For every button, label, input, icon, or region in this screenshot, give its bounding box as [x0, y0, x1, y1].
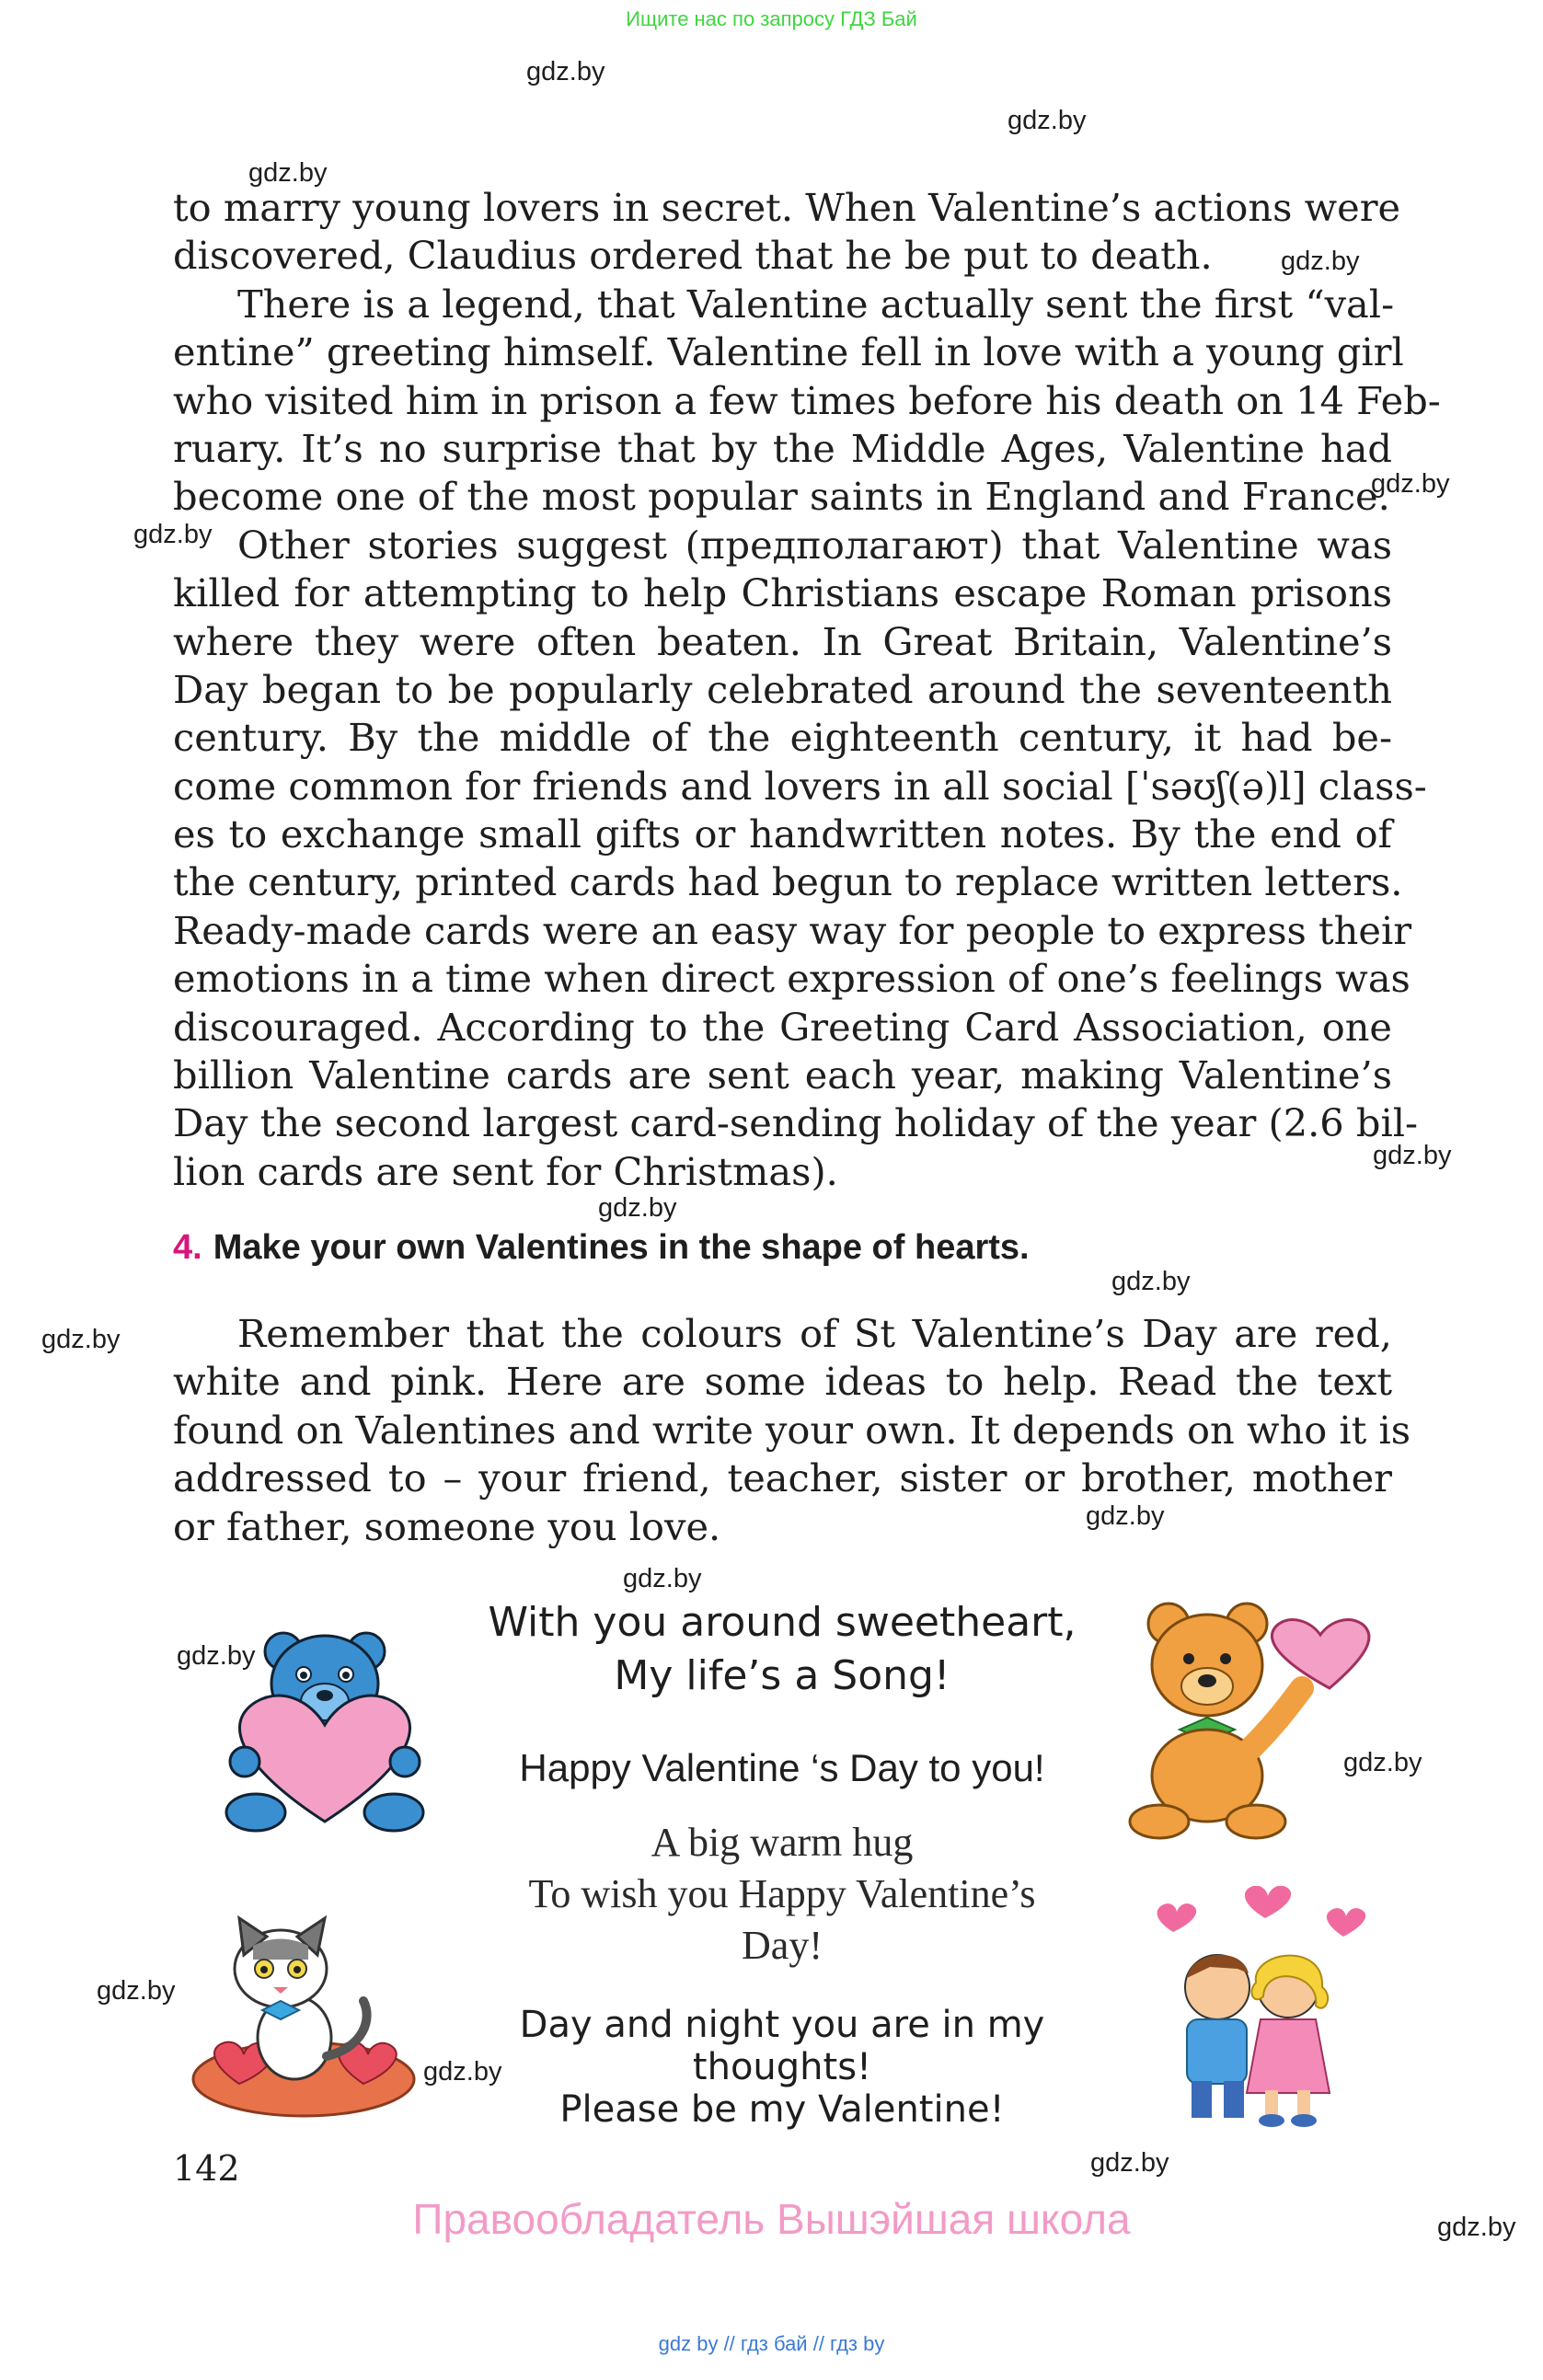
watermark: gdz.by	[1090, 2148, 1169, 2178]
watermark: gdz.by	[248, 158, 328, 188]
text-line: or father, someone you love.	[173, 1503, 721, 1549]
task-heading	[173, 1228, 1030, 1268]
watermark: gdz.by	[1371, 469, 1450, 499]
watermark: gdz.by	[97, 1976, 176, 2006]
valentine-card-4	[460, 2004, 1104, 2131]
watermark: gdz.by	[1281, 247, 1360, 276]
text-line: There is a legend, that Valentine actually sent the first “val-	[237, 281, 1395, 327]
card-line: Happy Valentine ‘s Day to you!	[519, 1746, 1045, 1789]
kissing-kids-with-hearts-icon	[1146, 1886, 1385, 2134]
footer-links[interactable]: gdz by // гдз бай // гдз by	[658, 2332, 885, 2355]
top-banner: Ищите нас по запросу ГДЗ Бай	[626, 7, 917, 30]
text-line: killed for attempting to help Christians escape Roman prisons	[173, 570, 1392, 616]
watermark: gdz.by	[1111, 1267, 1191, 1296]
text-line: Ready-made cards were an easy way for people to express their	[173, 907, 1412, 953]
card-line: thoughts!	[692, 2046, 872, 2088]
copyright-notice: Правообладатель Вышэйшая школа	[412, 2195, 1131, 2243]
text-line: come common for friends and lovers in all social [ˈsəʊʃ(ə)l] class-	[173, 763, 1427, 809]
page-number: 142	[173, 2148, 240, 2189]
watermark: gdz.by	[1373, 1141, 1452, 1170]
watermark: gdz.by	[1437, 2213, 1516, 2242]
text-line: century. By the middle of the eighteenth century, it had be-	[173, 715, 1392, 761]
text-line: Other stories suggest (предполагают) that Valentine was	[237, 522, 1392, 568]
watermark: gdz.by	[1343, 1748, 1422, 1777]
valentine-card-1	[460, 1596, 1104, 1703]
text-line: where they were often beaten. In Great Britain, Valentine’s	[173, 618, 1392, 664]
task-title: Make your own Valentines in the shape of hearts.	[213, 1228, 1030, 1267]
text-line: become one of the most popular saints in England and France.	[173, 474, 1390, 520]
card-line: To wish you Happy Valentine’s	[528, 1871, 1036, 1916]
watermark: gdz.by	[133, 520, 213, 549]
card-line: With you around sweetheart,	[488, 1599, 1077, 1646]
task-number: 4.	[173, 1228, 202, 1267]
card-line: A big warm hug	[651, 1820, 914, 1865]
watermark: gdz.by	[423, 2057, 502, 2087]
watermark: gdz.by	[598, 1193, 677, 1223]
valentine-card-2	[460, 1742, 1104, 1794]
valentine-card-3	[460, 1817, 1104, 1972]
text-line: es to exchange small gifts or handwritten notes. By the end of	[173, 811, 1392, 857]
watermark: gdz.by	[526, 57, 605, 86]
card-line: My life’s a Song!	[614, 1652, 950, 1699]
watermark: gdz.by	[177, 1641, 256, 1671]
text-line: Day began to be popularly celebrated around the seventeenth	[173, 666, 1392, 712]
text-line: ruary. It’s no surprise that by the Middle Ages, Valentine had	[173, 425, 1392, 471]
card-line: Please be my Valentine!	[559, 2088, 1005, 2131]
text-line: discovered, Claudius ordered that he be put to death.	[173, 233, 1213, 279]
orange-teddy-bear-with-heart-icon	[1123, 1596, 1389, 1840]
text-line: emotions in a time when direct expression of one’s feelings was	[173, 956, 1411, 1002]
text-line: entine” greeting himself. Valentine fell in love with a young girl	[173, 329, 1404, 375]
instructions-text	[173, 1310, 1411, 1551]
text-line: white and pink. Here are some ideas to help. Read the text	[173, 1359, 1392, 1405]
text-line: billion Valentine cards are sent each year, making Valentine’s	[173, 1052, 1392, 1098]
card-line: Day and night you are in my	[519, 2004, 1045, 2046]
text-line: discouraged. According to the Greeting Card Association, one	[173, 1004, 1392, 1050]
card-line: Day!	[742, 1923, 823, 1968]
text-line: lion cards are sent for Christmas).	[173, 1148, 838, 1194]
watermark: gdz.by	[1008, 106, 1087, 135]
text-line: the century, printed cards had begun to replace written letters.	[173, 859, 1403, 905]
text-line: Day the second largest card-sending holiday of the year (2.6 bil-	[173, 1100, 1419, 1146]
text-line: to marry young lovers in secret. When Valentine’s actions were	[173, 185, 1401, 230]
watermark: gdz.by	[1086, 1501, 1165, 1531]
watermark: gdz.by	[623, 1564, 702, 1593]
watermark: gdz.by	[41, 1325, 121, 1354]
cat-on-heart-pillow-icon	[189, 1909, 419, 2121]
text-line: Remember that the colours of St Valentine’s Day are red,	[237, 1311, 1392, 1356]
blue-teddy-bear-with-heart-icon	[219, 1624, 431, 1835]
text-line: found on Valentines and write your own. It depends on who it is	[173, 1407, 1411, 1453]
text-line: addressed to – your friend, teacher, sister or brother, mother	[173, 1455, 1392, 1501]
text-line: who visited him in prison a few times before his death on 14 Feb-	[173, 377, 1441, 423]
